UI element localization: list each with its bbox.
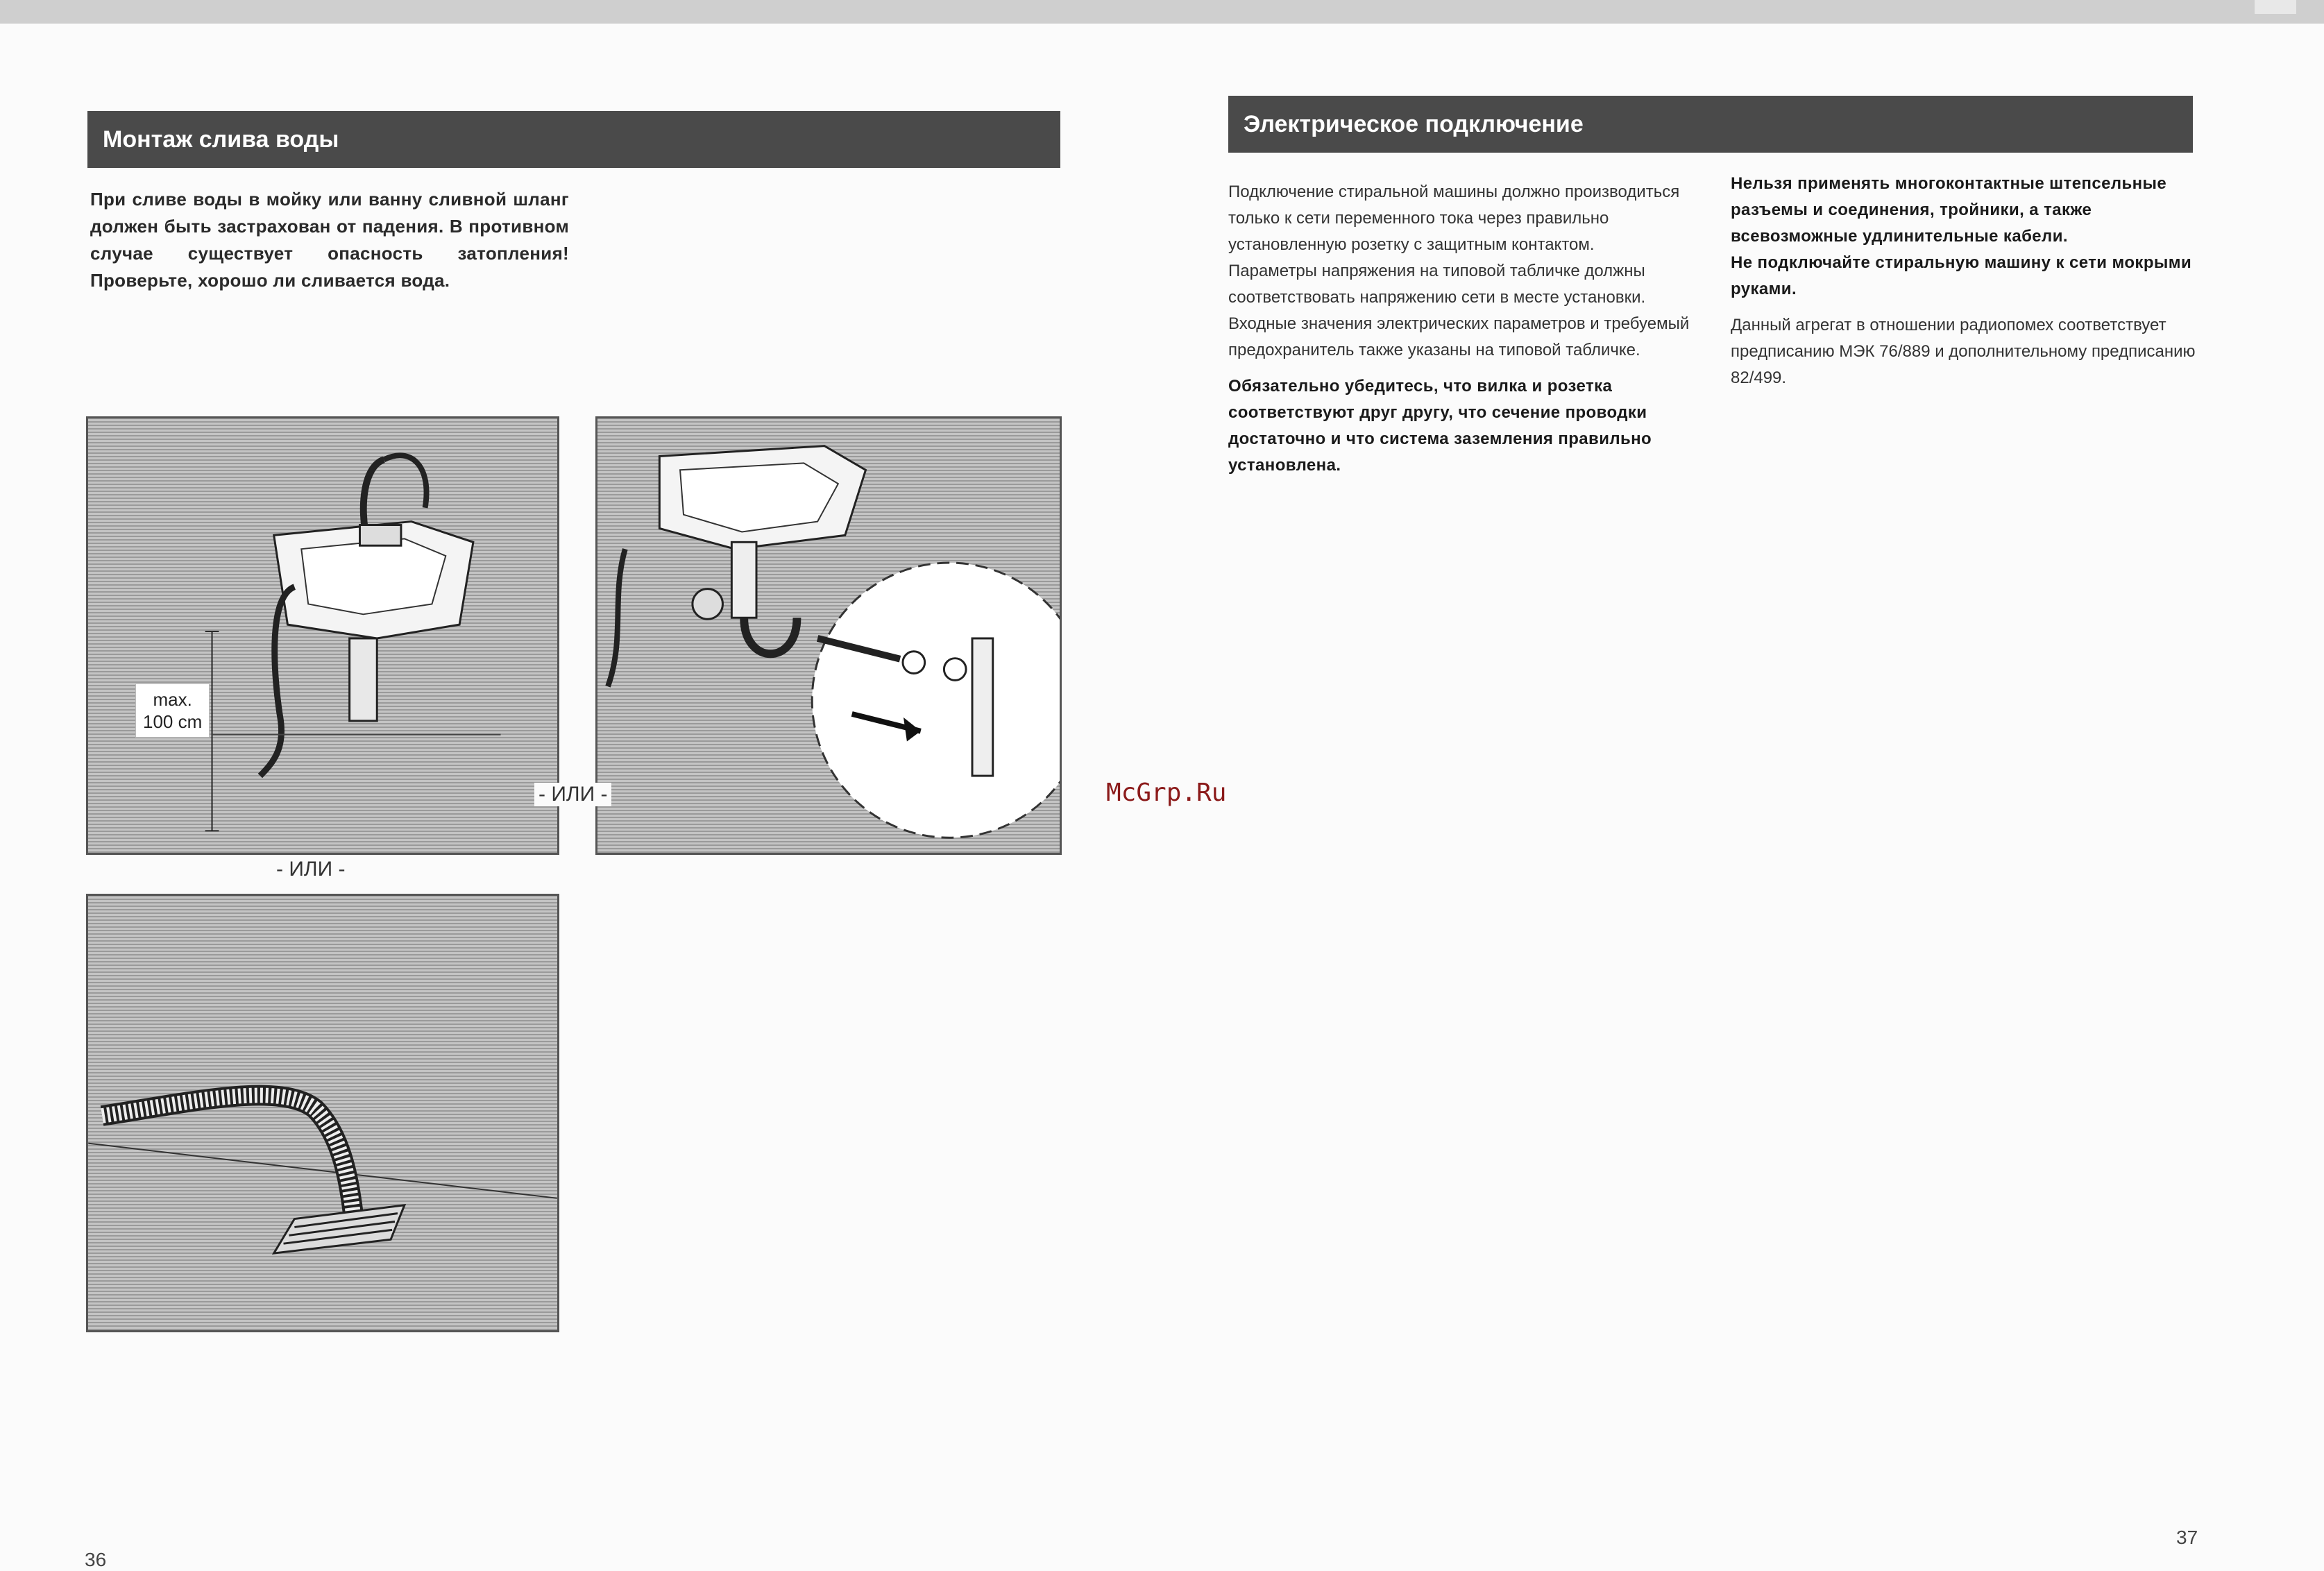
max-label-line1: max.	[153, 689, 192, 710]
electrical-column-2	[1731, 171, 2200, 391]
sink-hook-illustration	[88, 418, 557, 853]
floor-drain-illustration	[88, 896, 557, 1330]
section-heading-drain	[87, 111, 1060, 168]
paragraph: Данный агрегат в отношении радиопомех соответствует предписанию МЭК 76/889 и дополнительному предписанию 82/499.	[1731, 316, 2196, 387]
watermark: McGrp.Ru	[1106, 779, 1227, 807]
max-label-line2: 100 cm	[143, 711, 203, 732]
paragraph: Параметры напряжения на типовой табличке должны соответствовать напряжению сети в месте установки.	[1228, 262, 1646, 307]
siphon-illustration	[597, 418, 1060, 853]
section-heading-electrical	[1228, 96, 2193, 153]
drain-intro-text: При сливе воды в мойку или ванну сливной шланг должен быть застрахован от падения. В противном случае существует опасность затопления! Проверьте, хорошо ли сливается вода.	[90, 189, 569, 291]
paragraph-bold: Обязательно убедитесь, что вилка и розетка соответствуют друг другу, что сечение проводки достаточно и что система заземления правильно установлена.	[1228, 377, 1652, 475]
paragraph-bold: Нельзя применять многоконтактные штепсельные разъемы и соединения, тройники, а также всевозможные удлинительные кабели.	[1731, 174, 2167, 246]
figure-sink-hose-hook	[86, 416, 559, 855]
page-number-left: 36	[85, 1549, 107, 1570]
paragraph-bold: Не подключайте стиральную машину к сети мокрыми руками.	[1731, 253, 2192, 298]
or-separator-vertical: - ИЛИ -	[272, 858, 349, 881]
scan-top-edge	[0, 0, 2324, 24]
figure-floor-drain	[86, 894, 559, 1332]
heading-text: Монтаж слива воды	[103, 126, 339, 153]
heading-text: Электрическое подключение	[1244, 110, 1584, 137]
max-height-label	[135, 683, 210, 738]
or-separator-horizontal: - ИЛИ -	[534, 783, 611, 806]
figure-siphon-connection	[595, 416, 1062, 855]
paragraph: Входные значения электрических параметров и требуемый предохранитель также указаны на типовой табличке.	[1228, 314, 1690, 359]
scan-corner	[2255, 0, 2296, 14]
page-number-right: 37	[2176, 1527, 2198, 1548]
paragraph: Подключение стиральной машины должно производиться только к сети переменного тока через правильно установленную розетку с защитным контактом.	[1228, 182, 1680, 254]
electrical-column-1	[1228, 179, 1697, 479]
